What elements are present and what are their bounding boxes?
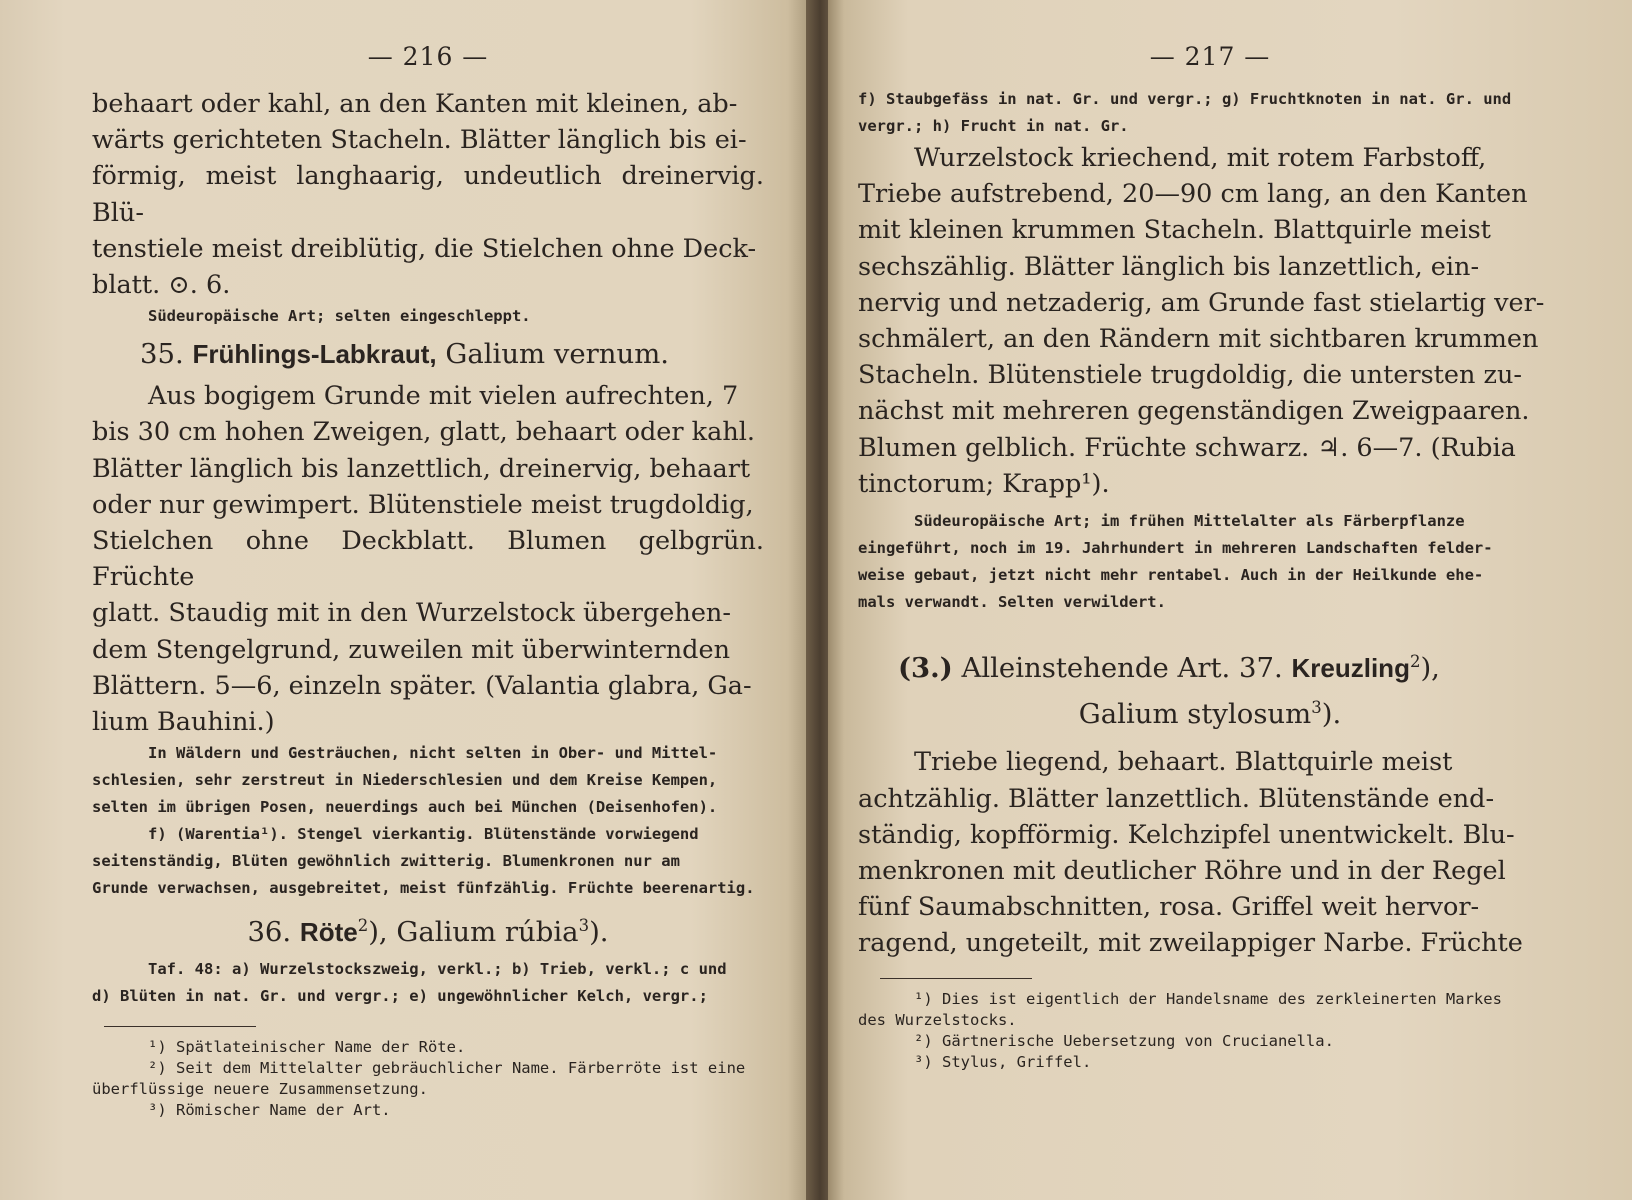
species-common-name: Röte	[299, 917, 358, 948]
plate-reference-cont	[858, 86, 1562, 140]
text-line: Blättern. 5—6, einzeln später. (Valantia glabra, Ga-	[92, 670, 752, 701]
text-line: tenstiele meist dreiblütig, die Stielchen ohne Deck-	[92, 233, 757, 264]
text-line: blatt. ⊙. 6.	[92, 270, 231, 301]
footnote: überflüssige neuere Zusammensetzung.	[92, 1080, 428, 1099]
left-page	[0, 0, 812, 1200]
section-heading-3	[858, 642, 1562, 734]
note-line: Südeuropäische Art; im frühen Mittelalter als Färberpflanze	[914, 512, 1465, 531]
species-latin-name: Galium stylosum	[1078, 698, 1312, 731]
text-line: oder nur gewimpert. Blütenstiele meist trugdoldig,	[92, 489, 754, 520]
footnote: ¹) Spätlateinischer Name der Röte.	[148, 1038, 466, 1057]
text-line: tinctorum; Krapp¹).	[858, 468, 1110, 499]
footnote: ³) Römischer Name der Art.	[148, 1101, 391, 1120]
text-line: Stacheln. Blütenstiele trugdoldig, die untersten zu-	[858, 360, 1523, 391]
footnote: ³) Stylus, Griffel.	[914, 1052, 1092, 1071]
distribution-note-36	[858, 508, 1562, 616]
species-heading-35	[92, 334, 764, 374]
text-line: bis 30 cm hohen Zweigen, glatt, behaart oder kahl.	[92, 417, 756, 448]
footnote-ref: 2	[1409, 652, 1421, 672]
note-line: selten im übrigen Posen, neuerdings auch bei München (Deisenhofen).	[92, 798, 718, 817]
text-line: nächst mit mehreren gegenständigen Zweigpaaren.	[858, 396, 1530, 427]
text-line: Aus bogigem Grunde mit vielen aufrechten, 7	[148, 381, 739, 412]
text-line: Triebe aufstrebend, 20—90 cm lang, an den Kanten	[858, 179, 1528, 210]
species-heading-end: ).	[1321, 698, 1342, 731]
footnote-ref: 3	[578, 916, 590, 936]
footnote: ¹) Dies ist eigentlich der Handelsname des zerkleinerten Markes	[914, 989, 1502, 1008]
note-line: eingeführt, noch im 19. Jahrhundert in mehreren Landschaften felder-	[858, 539, 1493, 558]
text-line: Blätter länglich bis lanzettlich, dreinervig, behaart	[92, 453, 751, 484]
text-line: mit kleinen krummen Stacheln. Blattquirle meist	[858, 215, 1491, 246]
footnote-ref: 2	[357, 916, 369, 936]
species-latin-name: Galium vernum.	[445, 338, 670, 371]
species-number: 36.	[247, 916, 292, 949]
distribution-note-35	[92, 740, 764, 821]
text-line: Blumen gelblich. Früchte schwarz. ♃. 6—7. (Rubia	[858, 432, 1516, 463]
note-line: f) (Warentia¹). Stengel vierkantig. Blütenstände vorwiegend	[148, 825, 699, 844]
text-line: nervig und netzaderig, am Grunde fast stielartig ver-	[858, 287, 1545, 318]
plate-reference	[92, 956, 764, 1010]
text-block-top	[92, 86, 764, 303]
heading-punct: ),	[1420, 652, 1440, 685]
right-page	[828, 0, 1632, 1200]
note-line: schlesien, sehr zerstreut in Niederschlesien und dem Kreise Kempen,	[92, 771, 718, 790]
footnote: ²) Gärtnerische Uebersetzung von Crucianella.	[914, 1031, 1334, 1050]
note-line: mals verwandt. Selten verwildert.	[858, 593, 1166, 612]
note-line: f) Staubgefäss in nat. Gr. und vergr.; g) Fruchtknoten in nat. Gr. und	[858, 90, 1512, 108]
note-line: weise gebaut, jetzt nicht mehr rentabel. Auch in der Heilkunde ehe-	[858, 566, 1484, 585]
text-line: behaart oder kahl, an den Kanten mit kleinen, ab-	[92, 89, 738, 119]
species-common-name: Frühlings-Labkraut,	[192, 339, 437, 370]
text-line: wärts gerichteten Stacheln. Blätter länglich bis ei-	[92, 125, 747, 156]
description-35	[92, 378, 764, 740]
footnote: ²) Seit dem Mittelalter gebräuchlicher Name. Färberröte ist eine	[148, 1059, 746, 1078]
species-number: 35.	[140, 338, 184, 371]
group-f-description	[92, 821, 764, 902]
description-36	[858, 140, 1562, 502]
text-line: lium Bauhini.)	[92, 707, 275, 738]
note-line: In Wäldern und Gesträuchen, nicht selten in Ober- und Mittel-	[148, 744, 718, 763]
footnote: des Wurzelstocks.	[858, 1010, 1017, 1029]
page-number-right: — 217 —	[1149, 42, 1271, 71]
footnotes-left	[92, 1037, 764, 1121]
note-line: vergr.; h) Frucht in nat. Gr.	[858, 117, 1129, 135]
species-heading-36	[92, 906, 764, 952]
description-37	[858, 744, 1562, 961]
note-line: seitenständig, Blüten gewöhnlich zwitterig. Blumenkronen nur am	[92, 852, 680, 871]
text-line: ragend, ungeteilt, mit zweilappiger Narbe. Früchte	[858, 928, 1523, 959]
species-latin-name: ), Galium rúbia	[368, 916, 579, 949]
text-line: schmälert, an den Rändern mit sichtbaren krummen	[858, 324, 1539, 355]
text-line: fünf Saumabschnitten, rosa. Griffel weit hervor-	[858, 892, 1480, 923]
text-line: Triebe liegend, behaart. Blattquirle meist	[914, 747, 1453, 778]
text-line: achtzählig. Blätter lanzettlich. Blütenstände end-	[858, 783, 1495, 814]
note-line: d) Blüten in nat. Gr. und vergr.; e) ungewöhnlicher Kelch, vergr.;	[92, 987, 708, 1006]
page-number-left: — 216 —	[367, 42, 489, 71]
section-text: Alleinstehende Art. 37.	[961, 652, 1283, 685]
species-heading-end: ).	[589, 916, 609, 949]
footnotes-right	[858, 989, 1562, 1073]
text-line: menkronen mit deutlicher Röhre und in der Regel	[858, 855, 1506, 886]
distribution-note: Südeuropäische Art; selten eingeschleppt.	[148, 307, 531, 326]
text-line: Stielchen ohne Deckblatt. Blumen gelbgrün. Früchte	[92, 526, 764, 593]
footnote-ref: 3	[1311, 698, 1322, 718]
text-line: förmig, meist langhaarig, undeutlich dreinervig. Blü-	[92, 161, 764, 228]
text-line: Wurzelstock kriechend, mit rotem Farbstoff,	[914, 143, 1487, 173]
footnote-rule	[880, 978, 1032, 979]
text-line: sechszählig. Blätter länglich bis lanzettlich, ein-	[858, 251, 1480, 282]
species-common-name: Kreuzling	[1291, 653, 1410, 684]
text-line: ständig, kopfförmig. Kelchzipfel unentwickelt. Blu-	[858, 819, 1515, 850]
footnote-rule	[104, 1026, 256, 1027]
note-line: Taf. 48: a) Wurzelstockszweig, verkl.; b) Trieb, verkl.; c und	[148, 960, 727, 979]
text-line: glatt. Staudig mit in den Wurzelstock übergehen-	[92, 598, 731, 629]
note-line: Grunde verwachsen, ausgebreitet, meist fünfzählig. Früchte beerenartig.	[92, 879, 755, 898]
text-line: dem Stengelgrund, zuweilen mit überwinternden	[92, 634, 731, 665]
section-label: (3.)	[898, 652, 953, 685]
